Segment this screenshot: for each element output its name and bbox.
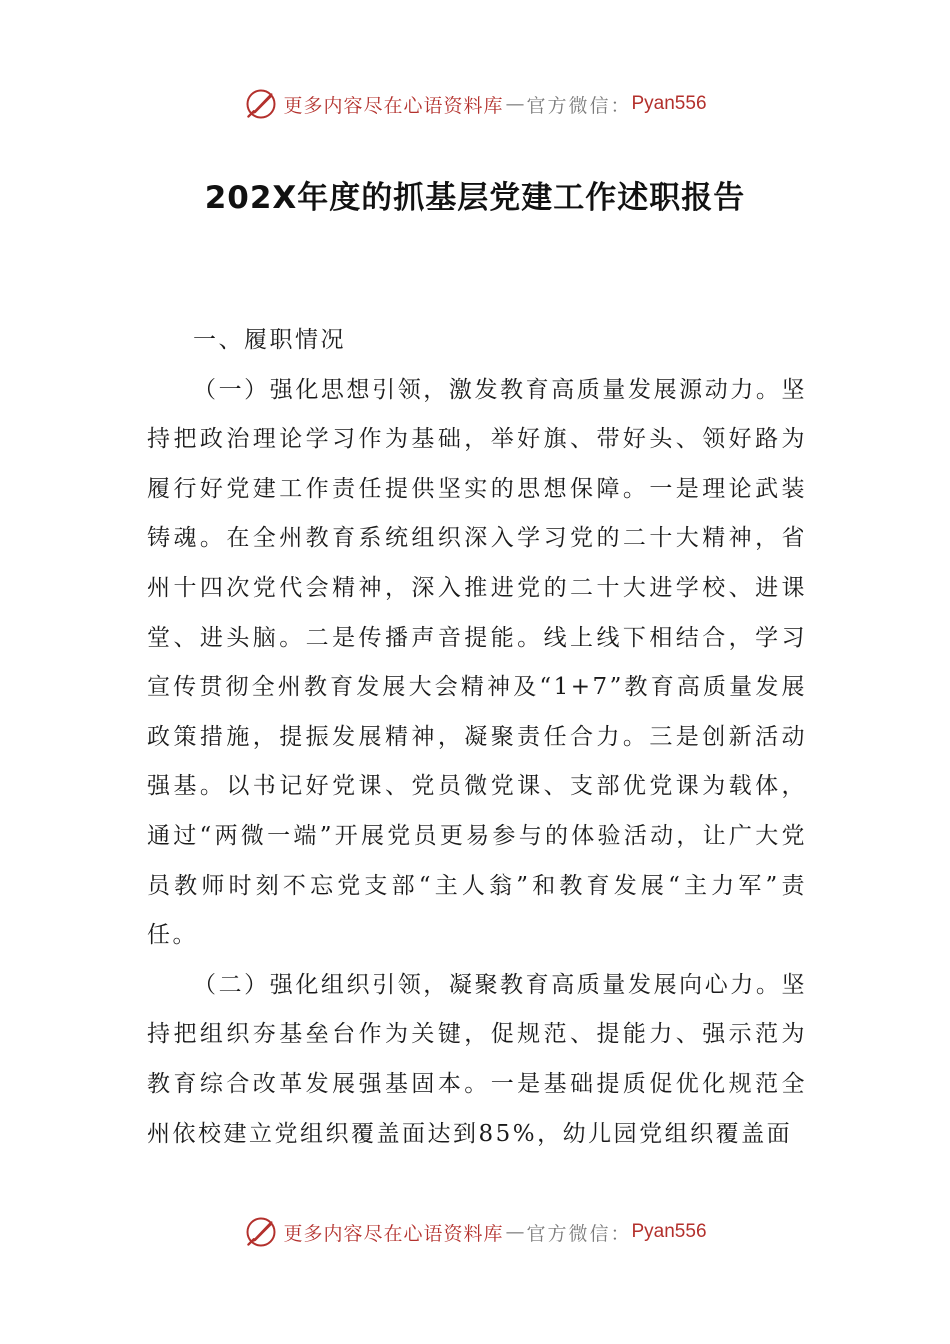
banner-text: 更多内容尽在心语资料库 <box>283 94 504 117</box>
document-title: 202X年度的抓基层党建工作述职报告 <box>204 180 746 216</box>
section-heading: 一、履职情况 <box>193 327 346 353</box>
quill-logo-icon <box>243 1214 279 1250</box>
banner-separator: — <box>505 1221 525 1243</box>
document-body <box>147 316 807 1159</box>
banner-official-label: 官方微信： <box>526 94 632 117</box>
quill-logo-icon <box>243 86 279 122</box>
body-paragraph: （一）强化思想引领，激发教育高质量发展源动力。坚持把政治理论学习作为基础，举好旗、带好头、领好路为履行好党建工作责任提供坚实的思想保障。一是理论武装铸魂。在全州教育系统组织深入学习党的二十大精神，省州十四次党代会精神，深入推进党的二十大进学校、进课堂、进头脑。二是传播声音提能。线上线下相结合，学习宣传贯彻全州教育发展大会精神及“1+7”教育高质量发展政策措施，提振发展精神，凝聚责任合力。三是创新活动强基。以书记好党课、党员微党课、支部优党课为载体，通过“两微一端”开展党员更易参与的体验活动，让广大党员教师时刻不忘党支部“主人翁”和教育发展“主力军”责任。 <box>147 376 807 949</box>
banner-wechat-id: Pyan556 <box>631 1221 707 1242</box>
footer-watermark-banner <box>0 1212 950 1252</box>
banner-text: 更多内容尽在心语资料库 <box>283 1222 504 1245</box>
banner-official-label: 官方微信： <box>526 1222 632 1245</box>
body-paragraph: （二）强化组织引领，凝聚教育高质量发展向心力。坚持把组织夯基垒台作为关键，促规范、提能力、强示范为教育综合改革发展强基固本。一是基础提质促优化规范全州依校建立党组织覆盖面达到85%，幼儿园党组织覆盖面 <box>147 971 807 1147</box>
header-watermark-banner <box>0 84 950 124</box>
banner-separator: — <box>505 93 525 115</box>
banner-wechat-id: Pyan556 <box>631 93 707 114</box>
